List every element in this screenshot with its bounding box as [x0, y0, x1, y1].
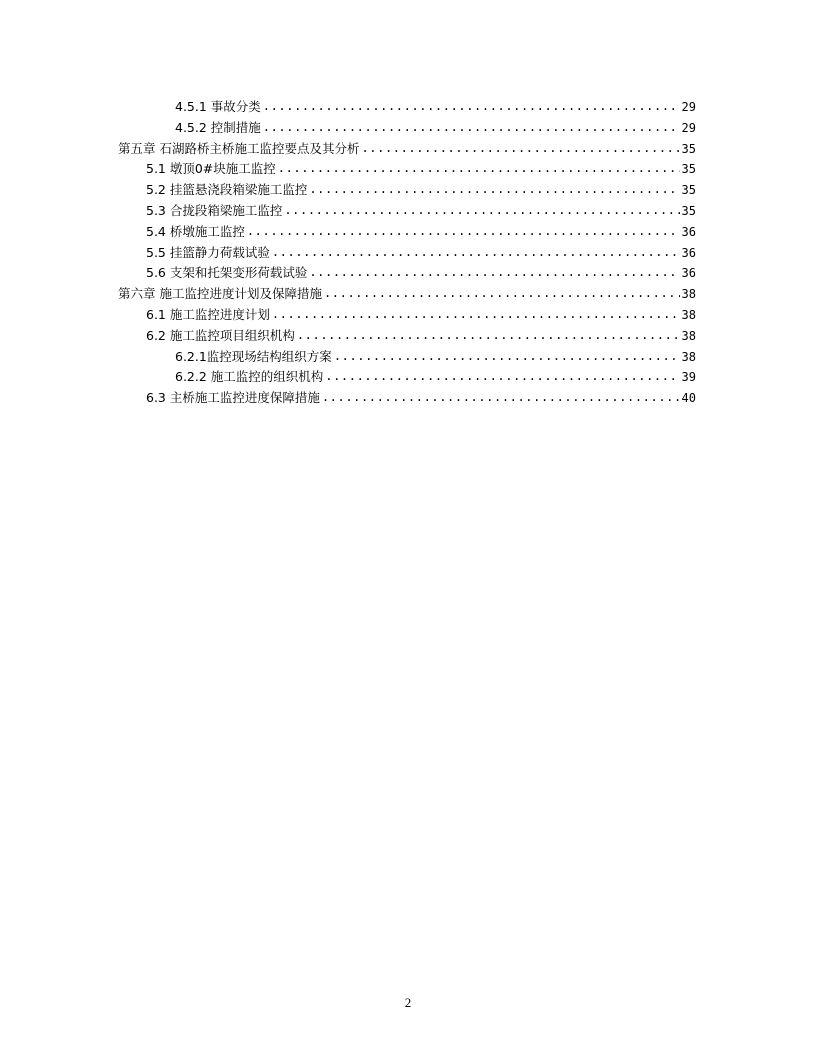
table-of-contents — [118, 97, 696, 409]
toc-entry-page-number: 35 — [681, 203, 696, 218]
toc-dot-leader — [297, 325, 680, 346]
toc-entry-label: 6.1 施工监控进度计划 — [146, 306, 270, 322]
toc-dot-leader — [284, 200, 679, 221]
toc-entry-page-number: 38 — [681, 287, 696, 302]
toc-entry[interactable] — [118, 180, 696, 201]
toc-dot-leader — [325, 366, 679, 387]
toc-entry[interactable] — [118, 347, 696, 368]
toc-entry-label: 6.2.1监控现场结构组织方案 — [175, 348, 332, 364]
toc-dot-leader — [263, 96, 680, 117]
toc-dot-leader — [334, 346, 680, 367]
toc-entry[interactable] — [118, 326, 696, 347]
toc-entry[interactable] — [118, 284, 696, 305]
toc-entry-label: 第五章 石湖路桥主桥施工监控要点及其分析 — [118, 140, 360, 156]
toc-entry-label: 6.2 施工监控项目组织机构 — [146, 327, 295, 343]
toc-entry-label: 5.3 合拢段箱梁施工监控 — [146, 202, 283, 218]
toc-entry-label: 6.3 主桥施工监控进度保障措施 — [146, 390, 320, 406]
toc-entry-page-number: 38 — [681, 328, 696, 343]
toc-entry-label: 4.5.1 事故分类 — [175, 99, 261, 114]
toc-entry-page-number: 40 — [681, 391, 696, 406]
toc-entry-label: 第六章 施工监控进度计划及保障措施 — [118, 286, 322, 302]
toc-dot-leader — [272, 304, 680, 325]
toc-entry-page-number: 35 — [681, 162, 696, 177]
toc-entry-page-number: 29 — [681, 100, 696, 114]
toc-entry-label: 5.5 挂篮静力荷载试验 — [146, 244, 270, 260]
toc-entry[interactable] — [118, 139, 696, 160]
toc-entry[interactable] — [118, 388, 696, 409]
toc-entry-label: 5.6 支架和托架变形荷载试验 — [146, 265, 308, 281]
page-number: 2 — [404, 995, 412, 1010]
toc-dot-leader — [247, 221, 680, 242]
toc-entry-page-number: 29 — [681, 120, 696, 135]
toc-entry[interactable] — [118, 201, 696, 222]
toc-entry-label: 6.2.2 施工监控的组织机构 — [175, 369, 324, 385]
toc-entry[interactable] — [118, 97, 696, 118]
toc-entry-page-number: 39 — [681, 370, 696, 385]
toc-dot-leader — [278, 158, 680, 179]
toc-entry-label: 5.2 挂篮悬浇段箱梁施工监控 — [146, 182, 308, 198]
toc-dot-leader — [309, 262, 679, 283]
toc-entry[interactable] — [118, 243, 696, 264]
toc-entry-page-number: 36 — [681, 266, 696, 281]
toc-entry[interactable] — [118, 263, 696, 284]
toc-entry-page-number: 35 — [681, 141, 696, 156]
toc-dot-leader — [324, 283, 680, 304]
toc-entry[interactable] — [118, 222, 696, 243]
toc-dot-leader — [322, 387, 680, 408]
toc-entry-page-number: 38 — [681, 307, 696, 322]
toc-entry-label: 4.5.2 控制措施 — [175, 119, 261, 135]
toc-entry-page-number: 35 — [681, 183, 696, 198]
toc-entry-label: 5.1 墩顶0#块施工监控 — [146, 161, 276, 177]
toc-entry-label: 5.4 桥墩施工监控 — [146, 223, 245, 239]
toc-entry-page-number: 36 — [681, 245, 696, 260]
toc-dot-leader — [272, 242, 680, 263]
toc-dot-leader — [361, 138, 679, 159]
toc-entry[interactable] — [118, 118, 696, 139]
toc-entry[interactable] — [118, 367, 696, 388]
toc-dot-leader — [263, 117, 680, 138]
toc-entry[interactable] — [118, 305, 696, 326]
toc-entry-page-number: 36 — [681, 224, 696, 239]
toc-entry-page-number: 38 — [681, 349, 696, 364]
toc-entry[interactable] — [118, 159, 696, 180]
toc-dot-leader — [309, 179, 679, 200]
